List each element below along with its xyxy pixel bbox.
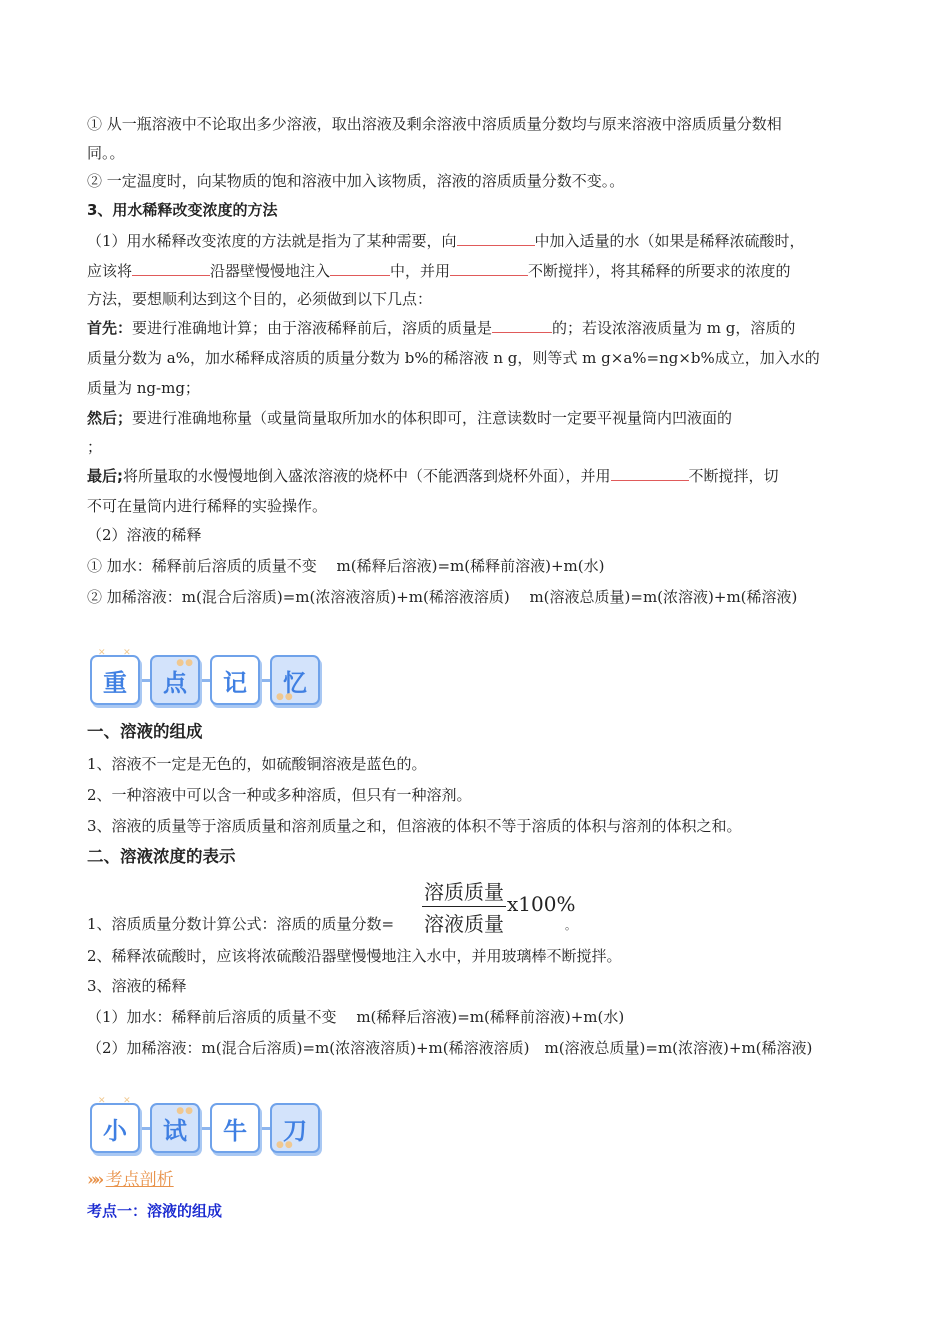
connector (260, 1127, 270, 1130)
badge-tile (210, 655, 260, 705)
badge-tile: ●● 忆 (270, 655, 320, 705)
text-line: 同。。 (87, 144, 125, 162)
text: 将所量取的水慢慢地倒入盛浓溶液的烧杯中（不能洒落到烧杯外面），并用 (123, 467, 611, 485)
text-line (87, 466, 779, 486)
text: 中，并用 (390, 262, 451, 280)
badge-char: 刀 (283, 1116, 307, 1145)
numerator: 溶质质量 (422, 876, 506, 907)
fraction (422, 876, 506, 937)
text: 沿器壁慢慢地注入 (210, 262, 331, 280)
badge-tile: ●● 刀 (270, 1103, 320, 1153)
text: （1）用水稀释改变浓度的方法就是指为了某种需要，向 (87, 232, 457, 250)
text: 要进行准确地计算；由于溶液稀释前后，溶质的质量是 (132, 319, 493, 337)
badge-char: 点 (163, 668, 187, 697)
fill-blank[interactable] (611, 466, 689, 481)
fill-blank[interactable] (492, 318, 552, 333)
sub-heading: 考点一：溶液的组成 (87, 1202, 223, 1220)
text-line: ② 加稀溶液：m(混合后溶质)=m(浓溶液溶质)+m(稀溶液溶质) m(溶液总质量)=m(浓溶液)+m(稀溶液) (87, 588, 798, 606)
denominator: 溶液质量 (424, 912, 504, 936)
badge-char: 小 (103, 1116, 127, 1145)
practice-badge (90, 1096, 320, 1153)
fill-blank[interactable] (457, 231, 535, 246)
text: 应该将 (87, 262, 133, 280)
link-text[interactable]: 考点剖析 (105, 1170, 174, 1190)
text-line: ① 加水：稀释前后溶质的质量不变 m(稀释后溶液)=m(稀释前溶液)+m(水) (87, 557, 605, 575)
badge-char: 忆 (283, 668, 307, 697)
text-line: ； (87, 438, 103, 456)
section-heading: 3、用水稀释改变浓度的方法 (87, 201, 278, 219)
text-line: 质量为 ng-mg； (87, 379, 200, 397)
connector (140, 679, 150, 682)
text-line: 不可在量筒内进行稀释的实验操作。 (87, 497, 328, 515)
key-points-badge (90, 648, 320, 705)
text-line: 方法，要想顺利达到这个目的，必须做到以下几点： (87, 290, 433, 308)
text-line (87, 318, 795, 338)
text-line: 2、稀释浓硫酸时，应该将浓硫酸沿器壁慢慢地注入水中，并用玻璃棒不断搅拌。 (87, 947, 622, 965)
text-line: 质量分数为 a%，加水稀释成溶质的质量分数为 b%的稀溶液 n g，则等式 m g×a%=ng×b%成立，加入水的 (87, 349, 820, 367)
text-line: 3、溶液的质量等于溶质质量和溶剂质量之和，但溶液的体积不等于溶质的体积与溶剂的体积之和。 (87, 817, 742, 835)
label: 最后; (87, 467, 123, 485)
label: 然后； (87, 409, 133, 427)
text: 要进行准确地称量（或量筒量取所加水的体积即可，注意读数时一定要平视量筒内凹液面的 (132, 409, 733, 427)
connector (200, 679, 210, 682)
exam-analysis-link[interactable] (87, 1170, 174, 1190)
badge-char: 重 (103, 668, 127, 697)
badge-char: 牛 (223, 1116, 247, 1145)
fill-blank[interactable] (132, 261, 210, 276)
fill-blank[interactable] (450, 261, 528, 276)
badge-tile: ●● 试 (150, 1103, 200, 1153)
text-line (87, 261, 791, 281)
text-line (87, 408, 732, 428)
text-line: ② 一定温度时，向某物质的饱和溶液中加入该物质，溶液的溶质质量分数不变。。 (87, 172, 625, 190)
text-line: 3、溶液的稀释 (87, 977, 187, 995)
formula-multiplier: x100% (507, 892, 576, 916)
text-line: 2、一种溶液中可以含一种或多种溶质，但只有一种溶剂。 (87, 786, 472, 804)
fill-blank[interactable] (330, 261, 390, 276)
badge-char: 记 (223, 668, 247, 697)
text: 不断搅拌，切 (688, 467, 779, 485)
connector (260, 679, 270, 682)
section-heading: 二、溶液浓度的表示 (87, 847, 236, 866)
text: 中加入适量的水（如果是稀释浓硫酸时， (534, 232, 805, 250)
text-line: 1、溶液不一定是无色的，如硫酸铜溶液是蓝色的。 (87, 755, 427, 773)
badge-tile: ✕ ✕ 重 (90, 655, 140, 705)
text: 的；若设浓溶液质量为 m g，溶质的 (552, 319, 796, 337)
text-line: （1）加水：稀释前后溶质的质量不变 m(稀释后溶液)=m(稀释前溶液)+m(水) (87, 1008, 625, 1026)
connector (140, 1127, 150, 1130)
text-line: （2）加稀溶液：m(混合后溶质)=m(浓溶液溶质)+m(稀溶液溶质) m(溶液总质量)=m(浓溶液)+m(稀溶液) (87, 1039, 813, 1057)
text-line: （2）溶液的稀释 (87, 526, 202, 544)
double-chevron-icon: »» (87, 1170, 101, 1190)
badge-tile (210, 1103, 260, 1153)
text: 不断搅拌），将其稀释的所要求的浓度的 (528, 262, 791, 280)
badge-tile: ✕ ✕ 小 (90, 1103, 140, 1153)
section-heading: 一、溶液的组成 (87, 722, 203, 741)
badge-tile: ●● 点 (150, 655, 200, 705)
text: 。 (565, 919, 576, 932)
text-line (87, 231, 805, 251)
connector (200, 1127, 210, 1130)
text-line: ① 从一瓶溶液中不论取出多少溶液，取出溶液及剩余溶液中溶质质量分数均与原来溶液中溶质质量分数相 (87, 115, 782, 133)
label: 首先： (87, 319, 133, 337)
badge-char: 试 (163, 1116, 187, 1145)
formula-label: 1、溶质质量分数计算公式：溶质的质量分数= (87, 915, 395, 933)
